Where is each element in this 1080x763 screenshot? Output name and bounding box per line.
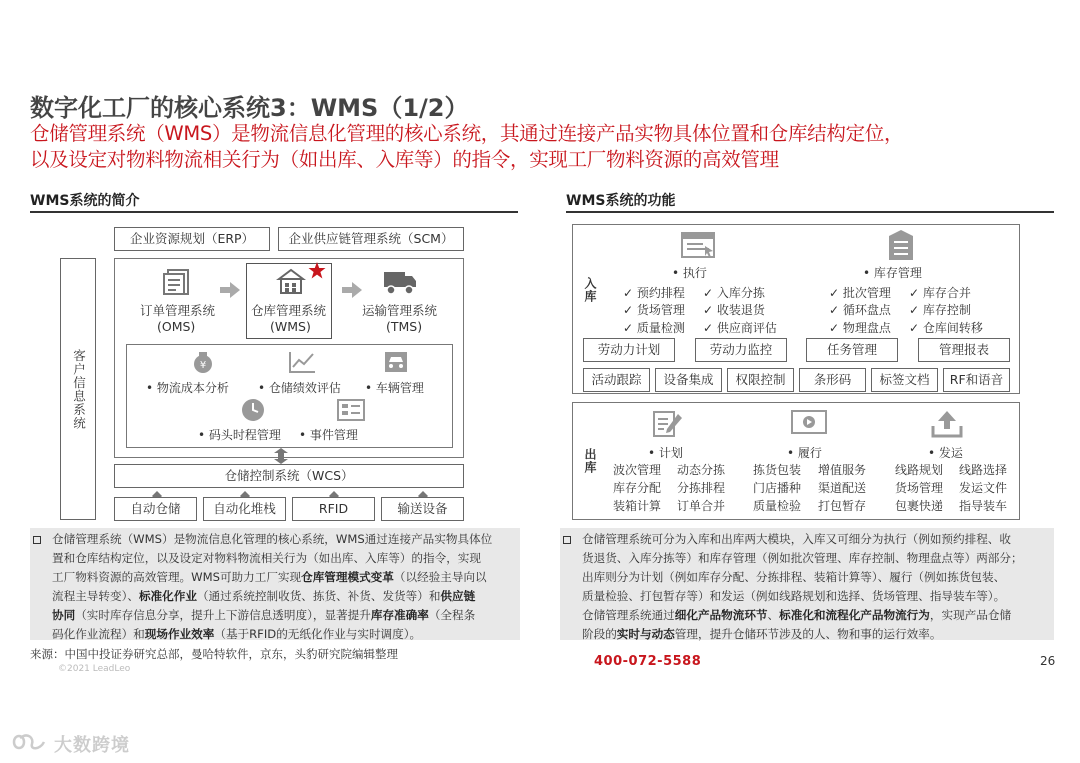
fulfil-item: 质量检验 (753, 499, 802, 513)
inventory-item: ✓ 仓库间转移 (909, 321, 983, 335)
inventory-item: ✓ 库存控制 (909, 303, 971, 317)
watermark-logo-icon (10, 730, 50, 758)
plan-item: 动态分拣 (677, 463, 726, 477)
outbound-label: 出库 (583, 448, 597, 474)
truck-icon (383, 268, 417, 300)
exec-item: ✓ 质量检测 (623, 321, 685, 335)
car-icon (383, 350, 409, 378)
tms-name: 运输管理系统 (362, 303, 438, 318)
module-barcode: 条形码 (799, 368, 866, 392)
money-bag-icon (191, 350, 215, 378)
exec-item: ✓ 供应商评估 (703, 321, 777, 335)
database-list-icon (885, 228, 917, 266)
fulfil-item: 门店播种 (753, 481, 802, 495)
phone-number: 400-072-5588 (594, 654, 702, 669)
fulfil-item: 拣货包装 (753, 463, 802, 477)
arrow-right-icon (220, 282, 240, 302)
inbound-label: 入库 (583, 277, 597, 303)
func-dock-schedule: • 码头时程管理 (198, 428, 281, 442)
right-note: 仓储管理系统可分为入库和出库两大模块，入库又可细分为执行（例如预约排程、收 货退货、入库分拣等）和库存管理（例如批次管理、库存控制、物理盘点等）两部分； 出库则分为计划（例如库存分配、分拣排程、装箱计算等）、履行（例如拣货包装、 质量检验、打包暂存等）和发运（例如线路规划和选择、货场管理、指导装车等）。 仓储管理系统通过细化产品物流环节、标准化和流程化产品物流行为，实现产品仓储 阶段的实时与动态管理，提升仓储环节涉及的人、物和事的运行效率。 (582, 532, 1023, 641)
ship-item: 发运文件 (959, 481, 1008, 495)
document-icon (162, 268, 192, 300)
exec-item: ✓ 预约排程 (623, 286, 685, 300)
ship-item: 货场管理 (895, 481, 944, 495)
inventory-item: ✓ 批次管理 (829, 286, 891, 300)
line-chart-icon (288, 350, 316, 378)
ship-item: 包裹快递 (895, 499, 944, 513)
module-device-integration: 设备集成 (655, 368, 722, 392)
copyright-text: ©2021 LeadLeo (58, 664, 131, 674)
module-task-mgmt: 任务管理 (806, 338, 898, 362)
star-icon (308, 262, 326, 283)
scm-box: 企业供应链管理系统（SCM） (278, 227, 464, 251)
arrow-right-icon-2 (342, 282, 362, 302)
right-heading-rule (566, 211, 1054, 213)
customer-info-box (60, 258, 96, 520)
inventory-item: ✓ 循环盘点 (829, 303, 891, 317)
tms-abbr: (TMS) (386, 319, 423, 334)
wms-name: 仓库管理系统 (251, 303, 327, 318)
device-auto-stack: 自动化堆栈 (203, 497, 286, 521)
exec-item: ✓ 收装退货 (703, 303, 765, 317)
checkbox-bullet-icon (563, 536, 571, 544)
wms-abbr: (WMS) (270, 319, 311, 334)
left-heading-rule (30, 211, 518, 213)
func-performance: • 仓储绩效评估 (258, 381, 341, 395)
fulfil-item: 渠道配送 (818, 481, 867, 495)
plan-item: 分拣排程 (677, 481, 726, 495)
upload-icon (930, 410, 964, 442)
module-activity-track: 活动跟踪 (583, 368, 650, 392)
page-title: 数字化工厂的核心系统3：WMS（1/2） (30, 94, 469, 122)
exec-item: ✓ 入库分拣 (703, 286, 765, 300)
left-note: 仓储管理系统（WMS）是物流信息化管理的核心系统，WMS通过连接产品实物具体位 置和仓库结构定位，以及设定对物料物流相关行为（如出库、入库等）的指令，实现 工厂物料资源的高效管理。WMS可助力工厂实现仓库管理模式变革（以经验主导向以 流程主导转变）、标准化作业（通过系统控制收货、拣货、补货、发货等）和供应链 协同（实时库存信息分享，提升上下游信息透明度），显著提升库存准确率（全程条 码化作业流程）和现场作业效率（基于RFID的无纸化作业与实时调度）。 (52, 532, 493, 641)
ship-item: 线路规划 (895, 463, 944, 477)
device-conveyor: 输送设备 (381, 497, 464, 521)
edit-checklist-icon (652, 410, 684, 442)
module-labor-monitor: 劳动力监控 (695, 338, 787, 362)
module-labor-plan: 劳动力计划 (583, 338, 675, 362)
svg-text:¥: ¥ (199, 360, 207, 371)
page-number: 26 (1040, 654, 1056, 668)
subtitle-line-1: 仓储管理系统（WMS）是物流信息化管理的核心系统，其通过连接产品实物具体位置和仓库结构定位， (30, 122, 904, 145)
left-heading: WMS系统的简介 (30, 193, 140, 209)
wcs-box: 仓储控制系统（WCS） (114, 464, 464, 488)
oms-name: 订单管理系统 (140, 303, 216, 318)
device-auto-storage: 自动仓储 (114, 497, 197, 521)
ship-item: 线路选择 (959, 463, 1008, 477)
plan-title: • 计划 (648, 446, 683, 460)
inventory-item: ✓ 库存合并 (909, 286, 971, 300)
exec-item: ✓ 货场管理 (623, 303, 685, 317)
list-icon (337, 399, 365, 425)
checkbox-bullet-icon (33, 536, 41, 544)
clock-icon (240, 397, 266, 427)
subtitle-line-2: 以及设定对物料物流相关行为（如出库、入库等）的指令，实现工厂物料资源的高效管理 (30, 148, 779, 171)
inventory-item: ✓ 物理盘点 (829, 321, 891, 335)
fulfil-title: • 履行 (787, 446, 822, 460)
plan-item: 波次管理 (613, 463, 662, 477)
fulfil-item: 增值服务 (818, 463, 867, 477)
module-permission: 权限控制 (727, 368, 794, 392)
fulfil-item: 打包暂存 (818, 499, 867, 513)
customer-info-label: 客户信息系统 (71, 348, 87, 430)
exec-title: • 执行 (672, 266, 707, 280)
device-rfid: RFID (292, 497, 375, 521)
browser-window-icon (681, 232, 715, 262)
watermark-text: 大数跨境 (54, 735, 130, 756)
func-event: • 事件管理 (299, 428, 358, 442)
ship-title: • 发运 (928, 446, 963, 460)
source-text: 来源：中国中投证券研究总部，曼哈特软件，京东，头豹研究院编辑整理 (30, 647, 398, 661)
right-heading: WMS系统的功能 (566, 193, 676, 209)
module-reports: 管理报表 (918, 338, 1010, 362)
erp-box: 企业资源规划（ERP） (114, 227, 270, 251)
plan-item: 库存分配 (613, 481, 662, 495)
plan-item: 订单合并 (677, 499, 726, 513)
func-cost-analysis: • 物流成本分析 (146, 381, 229, 395)
module-label-doc: 标签文档 (871, 368, 938, 392)
func-vehicle: • 车辆管理 (365, 381, 424, 395)
warehouse-icon (276, 267, 306, 299)
module-rf-voice: RF和语音 (943, 368, 1010, 392)
oms-abbr: (OMS) (157, 319, 196, 334)
ship-item: 指导装车 (959, 499, 1008, 513)
plan-item: 装箱计算 (613, 499, 662, 513)
inventory-title: • 库存管理 (863, 266, 922, 280)
forward-box-icon (791, 410, 827, 440)
